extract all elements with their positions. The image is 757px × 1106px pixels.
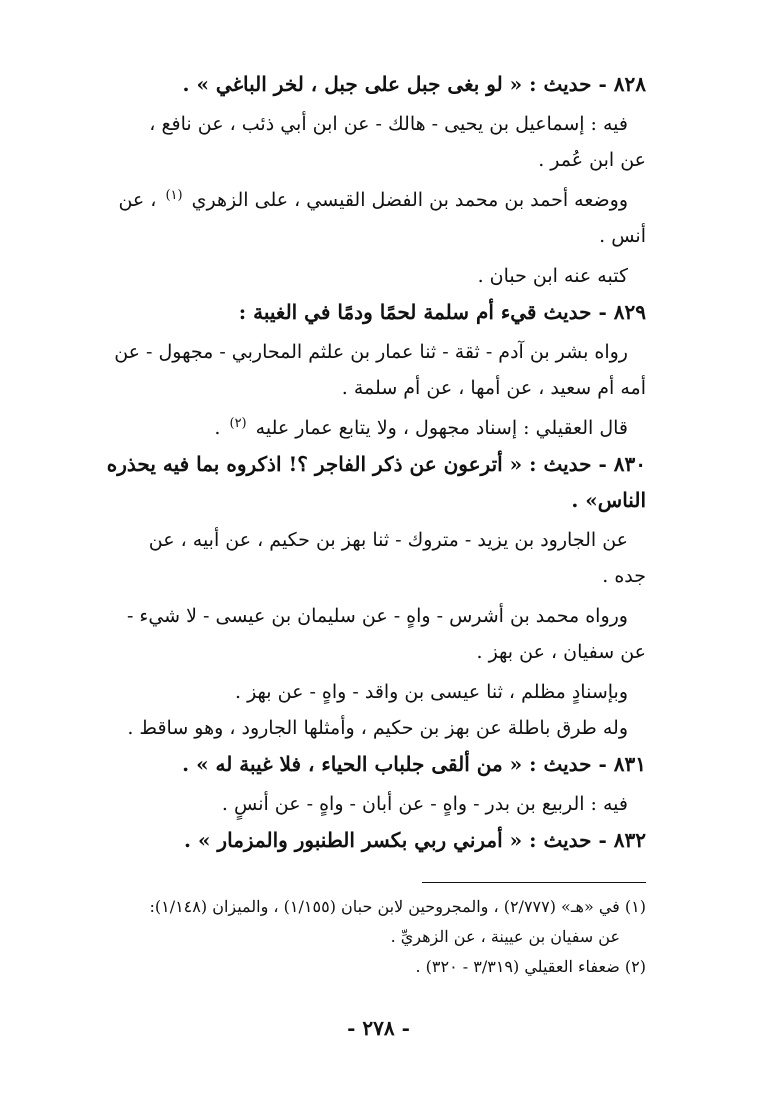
paragraph-line <box>98 182 646 218</box>
paragraph-line: عن سفيان ، عن بهز . <box>476 641 646 663</box>
paragraph-line: رواه بشر بن آدم - ثقة - ثنا عمار بن علثم المحاربي - مجهول - عن <box>114 341 628 363</box>
page-number: - ٢٧٨ - <box>347 1016 410 1040</box>
hadith-heading-830: ٨٣٠ - حديث : « أترعون عن ذكر الفاجر ؟! اذكروه بما فيه يحذره <box>106 452 646 476</box>
footnote-1-continuation: عن سفيان بن عيينة ، عن الزهريِّ . <box>390 927 620 946</box>
hadith-heading-832: ٨٣٢ - حديث : « أمرني ربي بكسر الطنبور والمزمار » . <box>184 828 646 852</box>
paragraph-line: وبإسنادٍ مظلم ، ثنا عيسى بن واقد - واهٍ - عن بهز . <box>234 681 628 703</box>
footnotes <box>98 892 646 982</box>
paragraph-line <box>98 410 646 446</box>
footnote-2: (٢) ضعفاء العقيلي (٣/٣١٩ - ٣٢٠) . <box>415 957 646 976</box>
hadith-heading-830-cont: الناس» . <box>571 488 646 512</box>
paragraph-line: فيه : الربيع بن بدر - واهٍ - عن أبان - واهٍ - عن أنسٍ . <box>221 793 628 815</box>
paragraph-line: ورواه محمد بن أشرس - واهٍ - عن سليمان بن عيسى - لا شيء - <box>126 605 628 627</box>
paragraph-line: أنس . <box>599 225 646 247</box>
paragraph-text: قال العقيلي : إسناد مجهول ، ولا يتابع عمار عليه <box>255 417 628 439</box>
paragraph-line: أمه أم سعيد ، عن أمها ، عن أم سلمة . <box>341 377 646 399</box>
paragraph-text: . <box>214 417 221 439</box>
hadith-heading-829: ٨٢٩ - حديث قيء أم سلمة لحمًا ودمًا في الغيبة : <box>238 300 646 324</box>
footnote-1: (١) في «هـ» (٢/٧٧٧) ، والمجروحين لابن حبان (١/١٥٥) ، والميزان (١/١٤٨): <box>149 897 646 916</box>
paragraph-line: وله طرق باطلة عن بهز بن حكيم ، وأمثلها الجارود ، وهو ساقط . <box>127 717 628 739</box>
hadith-heading-831: ٨٣١ - حديث : « من ألقى جلباب الحياء ، فلا غيبة له » . <box>182 752 646 776</box>
footnote-marker-2: (٢) <box>229 415 247 431</box>
paragraph-line: عن ابن عُمر . <box>538 149 646 171</box>
paragraph-text: ووضعه أحمد بن محمد بن الفضل القيسي ، على الزهري <box>191 189 628 211</box>
paragraph-line: كتبه عنه ابن حبان . <box>477 265 628 287</box>
paragraph-line: عن الجارود بن يزيد - متروك - ثنا بهز بن حكيم ، عن أبيه ، عن <box>148 529 628 551</box>
paragraph-line: فيه : إسماعيل بن يحيى - هالك - عن ابن أبي ذئب ، عن نافع ، <box>149 113 628 135</box>
paragraph-line: جده . <box>602 565 646 587</box>
footnote-marker-1: (١) <box>165 187 183 203</box>
paragraph-text: ، عن <box>118 189 157 211</box>
footnote-divider <box>422 882 646 883</box>
main-text <box>98 66 646 858</box>
hadith-heading-828: ٨٢٨ - حديث : « لو بغى جبل على جبل ، لخر الباغي » . <box>182 72 646 96</box>
